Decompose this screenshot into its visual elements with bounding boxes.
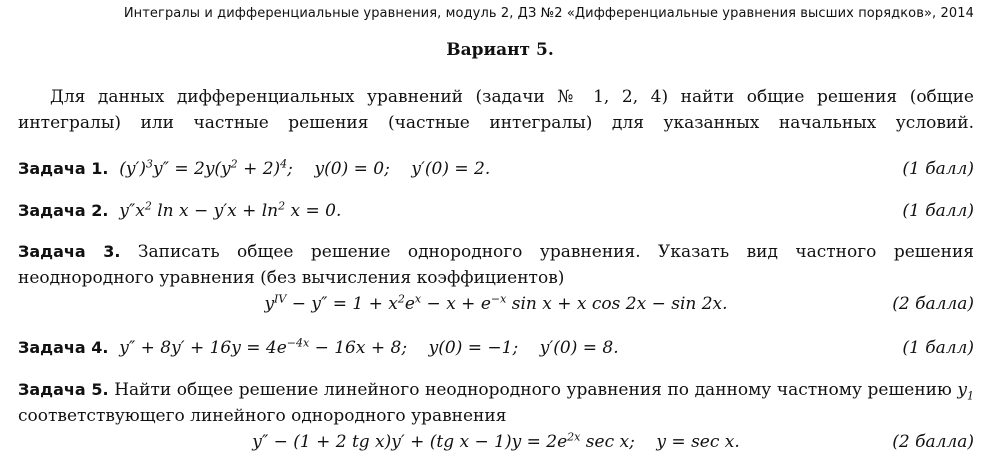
task-3-text: Записать общее решение однородного уравнения. Указать вид частного решения неоднородного уравнения (без вычисления коэффициентов)	[18, 242, 975, 288]
task-2-points: (1 балл)	[902, 201, 974, 221]
task-5	[18, 377, 974, 457]
task-5-points: (2 балла)	[892, 432, 974, 452]
task-1	[18, 156, 974, 182]
task-3-label: Задача 3.	[18, 242, 121, 261]
task-4-equation: $y'' + 8y' + 16y = 4e^{-4x} - 16x + 8$; y(0) = −1; y′(0) = 8.	[113, 336, 619, 358]
task-3-points: (2 балла)	[892, 294, 974, 314]
task-3-equation: $y^{IV} - y'' = 1 + x^2e^x - x + e^{-x}$ sin x + x cos 2x − sin 2x.	[264, 292, 728, 314]
task-1-equation: $(y')^3y'' = 2y(y^2 + 2)^4$; y(0) = 0; y′(0) = 2.	[113, 157, 491, 179]
task-4-points: (1 балл)	[902, 338, 974, 358]
task-5-text: Найти общее решение линейного неоднородного уравнения по данному частному решению	[114, 380, 952, 400]
page-header: Интегралы и дифференциальные уравнения, модуль 2, ДЗ №2 «Дифференциальные уравнения высших порядков», 2014	[123, 6, 974, 21]
task-2	[18, 198, 974, 224]
task-1-label: Задача 1.	[18, 159, 109, 178]
task-4-label: Задача 4.	[18, 338, 109, 357]
task-5-equation: y″ − (1 + 2 tg x)y′ + (tg $x - 1)y = 2e^{2x}$ sec x; y = sec x.	[252, 430, 740, 452]
task-5-text2: соответствующего линейного однородного уравнения	[18, 406, 507, 426]
task-5-label: Задача 5.	[18, 380, 109, 399]
task-5-y1: $y_1$	[957, 380, 975, 403]
task-2-equation: $y''x^2$ $\ln x - y'x + \ln^2 x = 0$.	[113, 199, 342, 221]
intro-paragraph: Для данных дифференциальных уравнений (задачи № 1, 2, 4) найти общие решения (общие интегралы) или частные решения (частные интегралы) для указанных начальных условий.	[18, 87, 974, 133]
task-3	[18, 239, 974, 317]
task-4	[18, 335, 974, 361]
task-2-label: Задача 2.	[18, 201, 109, 220]
task-1-points: (1 балл)	[902, 159, 974, 179]
variant-title: Вариант 5.	[446, 40, 554, 60]
